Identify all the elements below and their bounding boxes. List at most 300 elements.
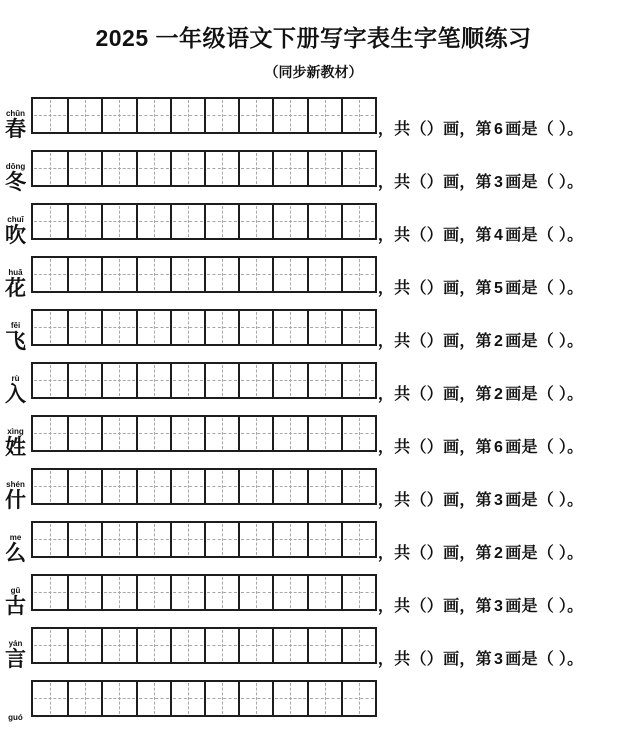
tianzige-cell <box>238 523 272 556</box>
tianzige-cell <box>272 417 306 450</box>
stroke-question-prefix: ，共（）画，第 <box>377 120 492 138</box>
character-column <box>0 322 31 352</box>
dashed-guide-horizontal <box>104 327 134 328</box>
tianzige-cell <box>33 629 67 662</box>
tianzige-cell <box>238 470 272 503</box>
dashed-guide-horizontal <box>173 380 203 381</box>
tianzige-cell <box>101 470 135 503</box>
tianzige-cell <box>238 576 272 609</box>
practice-row <box>0 627 627 671</box>
tianzige-cell <box>238 311 272 344</box>
stroke-question-prefix: ，共（）画，第 <box>377 650 492 668</box>
tianzige-cell <box>67 99 101 132</box>
tianzige-cell <box>33 417 67 450</box>
page-subtitle: （同步新教材） <box>264 63 363 80</box>
tianzige-cell <box>67 523 101 556</box>
tianzige-cell <box>67 311 101 344</box>
tianzige-cell <box>136 205 170 238</box>
stroke-question <box>378 116 584 139</box>
dashed-guide-horizontal <box>207 592 237 593</box>
tianzige-cell <box>101 523 135 556</box>
practice-row <box>0 468 627 512</box>
tianzige-cell <box>238 682 272 715</box>
tianzige-cell <box>307 682 341 715</box>
practice-row <box>0 415 627 459</box>
tianzige-cell <box>341 364 375 397</box>
dashed-guide-horizontal <box>139 380 169 381</box>
pinyin-label: huā <box>8 267 23 277</box>
hanzi-character: 姓 <box>5 435 26 459</box>
tianzige-cell <box>307 364 341 397</box>
dashed-guide-horizontal <box>241 168 271 169</box>
tianzige-cell <box>101 258 135 291</box>
tianzige-cell <box>67 576 101 609</box>
character-column <box>0 481 31 511</box>
tianzige-cell <box>341 629 375 662</box>
stroke-question <box>378 222 584 245</box>
dashed-guide-horizontal <box>104 380 134 381</box>
pinyin-label: me <box>9 532 22 542</box>
tianzige-cell <box>272 258 306 291</box>
dashed-guide-horizontal <box>34 539 66 540</box>
tianzige-cell <box>272 523 306 556</box>
dashed-guide-horizontal <box>104 168 134 169</box>
character-column <box>0 587 31 617</box>
dashed-guide-horizontal <box>104 115 134 116</box>
dashed-guide-horizontal <box>275 221 305 222</box>
dashed-guide-horizontal <box>310 168 340 169</box>
stroke-question <box>378 275 584 298</box>
tianzige-cell <box>136 470 170 503</box>
dashed-guide-horizontal <box>70 645 100 646</box>
tianzige-cell <box>170 205 204 238</box>
dashed-guide-horizontal <box>139 221 169 222</box>
tianzige-cell <box>204 682 238 715</box>
tianzige-cell <box>170 576 204 609</box>
tianzige-cell <box>272 364 306 397</box>
dashed-guide-horizontal <box>241 486 271 487</box>
pinyin-label: yán <box>8 638 23 648</box>
hanzi-character: 冬 <box>5 170 26 194</box>
tianzige-cell <box>341 682 375 715</box>
worksheet-page <box>0 25 627 731</box>
dashed-guide-horizontal <box>207 115 237 116</box>
tianzige-cell <box>204 152 238 185</box>
hanzi-character: 入 <box>5 382 26 406</box>
dashed-guide-horizontal <box>241 115 271 116</box>
tianzige-cell <box>170 523 204 556</box>
tianzige-cell <box>307 311 341 344</box>
dashed-guide-horizontal <box>275 645 305 646</box>
hanzi-character: 么 <box>5 541 26 565</box>
dashed-guide-horizontal <box>139 539 169 540</box>
dashed-guide-horizontal <box>104 698 134 699</box>
tianzige-cell <box>238 629 272 662</box>
dashed-guide-horizontal <box>241 327 271 328</box>
dashed-guide-horizontal <box>207 221 237 222</box>
dashed-guide-horizontal <box>34 380 66 381</box>
tianzige-cell <box>204 205 238 238</box>
dashed-guide-horizontal <box>310 327 340 328</box>
dashed-guide-horizontal <box>344 592 374 593</box>
dashed-guide-horizontal <box>241 221 271 222</box>
page-title: 2025 一年级语文下册写字表生字笔顺练习 <box>95 25 532 51</box>
dashed-guide-horizontal <box>173 433 203 434</box>
tianzige-grid <box>31 574 377 611</box>
tianzige-cell <box>341 205 375 238</box>
tianzige-cell <box>170 152 204 185</box>
tianzige-cell <box>341 99 375 132</box>
stroke-question-suffix: 画是（ ）。 <box>505 332 584 350</box>
dashed-guide-horizontal <box>207 168 237 169</box>
hanzi-character: 飞 <box>5 329 26 353</box>
pinyin-label: chuī <box>7 214 24 224</box>
character-column <box>0 375 31 405</box>
dashed-guide-horizontal <box>104 592 134 593</box>
pinyin-label: rù <box>11 373 20 383</box>
practice-row <box>0 203 627 247</box>
tianzige-cell <box>307 99 341 132</box>
hanzi-character: 吹 <box>5 223 26 247</box>
tianzige-cell <box>341 576 375 609</box>
dashed-guide-horizontal <box>139 327 169 328</box>
practice-row <box>0 362 627 406</box>
stroke-number: 2 <box>493 332 504 350</box>
practice-row <box>0 256 627 300</box>
dashed-guide-horizontal <box>344 433 374 434</box>
hanzi-character: 言 <box>5 647 26 671</box>
tianzige-cell <box>307 417 341 450</box>
stroke-question-suffix: 画是（ ）。 <box>505 226 584 244</box>
stroke-number: 4 <box>493 226 504 244</box>
tianzige-cell <box>33 205 67 238</box>
dashed-guide-horizontal <box>241 433 271 434</box>
tianzige-cell <box>238 364 272 397</box>
dashed-guide-horizontal <box>70 592 100 593</box>
dashed-guide-horizontal <box>310 433 340 434</box>
stroke-question <box>378 169 584 192</box>
tianzige-cell <box>341 417 375 450</box>
dashed-guide-horizontal <box>34 645 66 646</box>
tianzige-cell <box>101 629 135 662</box>
dashed-guide-horizontal <box>139 486 169 487</box>
dashed-guide-horizontal <box>207 486 237 487</box>
tianzige-grid <box>31 97 377 134</box>
tianzige-cell <box>170 364 204 397</box>
dashed-guide-horizontal <box>241 539 271 540</box>
stroke-number: 2 <box>493 385 504 403</box>
tianzige-cell <box>67 364 101 397</box>
dashed-guide-horizontal <box>241 380 271 381</box>
tianzige-cell <box>136 629 170 662</box>
dashed-guide-horizontal <box>139 645 169 646</box>
stroke-number: 2 <box>493 544 504 562</box>
tianzige-cell <box>101 417 135 450</box>
stroke-question-suffix: 画是（ ）。 <box>505 385 584 403</box>
stroke-question <box>378 487 584 510</box>
tianzige-cell <box>67 205 101 238</box>
dashed-guide-horizontal <box>104 221 134 222</box>
stroke-question-prefix: ，共（）画，第 <box>377 544 492 562</box>
dashed-guide-horizontal <box>104 274 134 275</box>
dashed-guide-horizontal <box>70 486 100 487</box>
dashed-guide-horizontal <box>70 380 100 381</box>
character-column <box>0 163 31 193</box>
stroke-question-prefix: ，共（）画，第 <box>377 173 492 191</box>
tianzige-cell <box>341 523 375 556</box>
tianzige-grid <box>31 362 377 399</box>
tianzige-cell <box>341 311 375 344</box>
tianzige-cell <box>307 576 341 609</box>
tianzige-cell <box>101 205 135 238</box>
practice-row <box>0 521 627 565</box>
character-column <box>0 216 31 246</box>
stroke-question <box>378 646 584 669</box>
dashed-guide-horizontal <box>104 433 134 434</box>
dashed-guide-horizontal <box>104 539 134 540</box>
tianzige-cell <box>272 576 306 609</box>
tianzige-cell <box>204 311 238 344</box>
tianzige-cell <box>170 470 204 503</box>
dashed-guide-horizontal <box>310 221 340 222</box>
dashed-guide-horizontal <box>310 486 340 487</box>
stroke-question-prefix: ，共（）画，第 <box>377 226 492 244</box>
tianzige-cell <box>101 99 135 132</box>
stroke-question-prefix: ，共（）画，第 <box>377 332 492 350</box>
dashed-guide-horizontal <box>344 380 374 381</box>
tianzige-cell <box>170 417 204 450</box>
dashed-guide-horizontal <box>275 115 305 116</box>
dashed-guide-horizontal <box>104 486 134 487</box>
tianzige-cell <box>33 470 67 503</box>
dashed-guide-horizontal <box>173 274 203 275</box>
practice-row <box>0 574 627 618</box>
dashed-guide-horizontal <box>34 327 66 328</box>
dashed-guide-horizontal <box>173 486 203 487</box>
pinyin-label: chūn <box>5 108 26 118</box>
tianzige-cell <box>136 417 170 450</box>
tianzige-cell <box>307 523 341 556</box>
tianzige-cell <box>101 364 135 397</box>
tianzige-cell <box>136 152 170 185</box>
dashed-guide-horizontal <box>241 698 271 699</box>
stroke-question <box>378 540 584 563</box>
dashed-guide-horizontal <box>310 592 340 593</box>
stroke-question-suffix: 画是（ ）。 <box>505 597 584 615</box>
practice-row <box>0 150 627 194</box>
pinyin-label: guó <box>8 712 23 722</box>
dashed-guide-horizontal <box>70 168 100 169</box>
stroke-number: 3 <box>493 491 504 509</box>
tianzige-cell <box>307 152 341 185</box>
stroke-question-prefix: ，共（）画，第 <box>377 385 492 403</box>
dashed-guide-horizontal <box>70 221 100 222</box>
stroke-question-suffix: 画是（ ）。 <box>505 650 584 668</box>
stroke-number: 5 <box>493 279 504 297</box>
dashed-guide-horizontal <box>34 698 66 699</box>
dashed-guide-horizontal <box>70 274 100 275</box>
stroke-question <box>378 381 584 404</box>
dashed-guide-horizontal <box>310 539 340 540</box>
dashed-guide-horizontal <box>34 168 66 169</box>
tianzige-cell <box>33 682 67 715</box>
tianzige-cell <box>136 523 170 556</box>
tianzige-cell <box>33 523 67 556</box>
dashed-guide-horizontal <box>139 698 169 699</box>
hanzi-character: 古 <box>5 594 26 618</box>
tianzige-grid <box>31 468 377 505</box>
dashed-guide-horizontal <box>34 592 66 593</box>
dashed-guide-horizontal <box>275 592 305 593</box>
dashed-guide-horizontal <box>173 327 203 328</box>
stroke-question <box>378 328 584 351</box>
dashed-guide-horizontal <box>344 327 374 328</box>
tianzige-cell <box>307 470 341 503</box>
dashed-guide-horizontal <box>207 539 237 540</box>
tianzige-cell <box>272 682 306 715</box>
practice-row <box>0 309 627 353</box>
stroke-question-suffix: 画是（ ）。 <box>505 279 584 297</box>
tianzige-cell <box>204 629 238 662</box>
dashed-guide-horizontal <box>344 645 374 646</box>
dashed-guide-horizontal <box>139 592 169 593</box>
tianzige-cell <box>67 470 101 503</box>
stroke-question <box>378 593 584 616</box>
tianzige-cell <box>272 470 306 503</box>
tianzige-cell <box>67 629 101 662</box>
dashed-guide-horizontal <box>275 274 305 275</box>
tianzige-grid <box>31 309 377 346</box>
dashed-guide-horizontal <box>104 645 134 646</box>
tianzige-cell <box>136 682 170 715</box>
tianzige-cell <box>67 258 101 291</box>
tianzige-cell <box>272 311 306 344</box>
tianzige-cell <box>272 152 306 185</box>
dashed-guide-horizontal <box>207 327 237 328</box>
tianzige-cell <box>136 311 170 344</box>
dashed-guide-horizontal <box>241 645 271 646</box>
tianzige-grid <box>31 150 377 187</box>
pinyin-label: dōng <box>5 161 26 171</box>
dashed-guide-horizontal <box>241 274 271 275</box>
pinyin-label: gǔ <box>10 585 21 595</box>
pinyin-label: fēi <box>10 320 21 330</box>
dashed-guide-horizontal <box>275 486 305 487</box>
tianzige-cell <box>238 99 272 132</box>
tianzige-cell <box>307 205 341 238</box>
character-column <box>0 534 31 564</box>
stroke-question-suffix: 画是（ ）。 <box>505 173 584 191</box>
tianzige-grid <box>31 256 377 293</box>
tianzige-cell <box>204 576 238 609</box>
tianzige-cell <box>307 629 341 662</box>
dashed-guide-horizontal <box>173 698 203 699</box>
hanzi-character: 春 <box>5 117 26 141</box>
tianzige-cell <box>33 311 67 344</box>
dashed-guide-horizontal <box>275 327 305 328</box>
tianzige-cell <box>33 258 67 291</box>
tianzige-cell <box>136 364 170 397</box>
tianzige-cell <box>204 417 238 450</box>
tianzige-cell <box>307 258 341 291</box>
dashed-guide-horizontal <box>310 698 340 699</box>
dashed-guide-horizontal <box>310 380 340 381</box>
tianzige-grid <box>31 415 377 452</box>
practice-row <box>0 97 627 141</box>
dashed-guide-horizontal <box>207 433 237 434</box>
stroke-number: 3 <box>493 173 504 191</box>
dashed-guide-horizontal <box>70 327 100 328</box>
dashed-guide-horizontal <box>70 539 100 540</box>
dashed-guide-horizontal <box>139 115 169 116</box>
tianzige-cell <box>136 258 170 291</box>
dashed-guide-horizontal <box>344 698 374 699</box>
pinyin-label: shén <box>6 479 25 489</box>
dashed-guide-horizontal <box>275 698 305 699</box>
dashed-guide-horizontal <box>34 115 66 116</box>
tianzige-grid <box>31 521 377 558</box>
dashed-guide-horizontal <box>173 168 203 169</box>
stroke-question <box>378 434 584 457</box>
stroke-number: 3 <box>493 597 504 615</box>
practice-rows <box>0 97 627 722</box>
dashed-guide-horizontal <box>275 433 305 434</box>
stroke-number: 6 <box>493 120 504 138</box>
tianzige-cell <box>170 311 204 344</box>
dashed-guide-horizontal <box>139 433 169 434</box>
tianzige-cell <box>170 99 204 132</box>
tianzige-cell <box>101 152 135 185</box>
dashed-guide-horizontal <box>34 221 66 222</box>
character-column <box>0 714 31 723</box>
dashed-guide-horizontal <box>275 380 305 381</box>
stroke-number: 3 <box>493 650 504 668</box>
tianzige-cell <box>136 576 170 609</box>
character-column <box>0 640 31 670</box>
dashed-guide-horizontal <box>275 539 305 540</box>
hanzi-character: 什 <box>5 488 26 512</box>
dashed-guide-horizontal <box>34 486 66 487</box>
dashed-guide-horizontal <box>139 274 169 275</box>
dashed-guide-horizontal <box>344 274 374 275</box>
tianzige-cell <box>101 576 135 609</box>
stroke-question-suffix: 画是（ ）。 <box>505 491 584 509</box>
tianzige-cell <box>33 152 67 185</box>
dashed-guide-horizontal <box>70 698 100 699</box>
tianzige-cell <box>272 99 306 132</box>
tianzige-cell <box>33 576 67 609</box>
tianzige-grid <box>31 680 377 717</box>
dashed-guide-horizontal <box>139 168 169 169</box>
stroke-question-suffix: 画是（ ）。 <box>505 438 584 456</box>
tianzige-cell <box>272 629 306 662</box>
dashed-guide-horizontal <box>344 168 374 169</box>
character-column <box>0 428 31 458</box>
tianzige-cell <box>170 258 204 291</box>
stroke-question-prefix: ，共（）画，第 <box>377 438 492 456</box>
tianzige-cell <box>33 99 67 132</box>
character-column <box>0 269 31 299</box>
dashed-guide-horizontal <box>173 115 203 116</box>
dashed-guide-horizontal <box>207 380 237 381</box>
dashed-guide-horizontal <box>241 592 271 593</box>
tianzige-cell <box>33 364 67 397</box>
stroke-question-prefix: ，共（）画，第 <box>377 491 492 509</box>
tianzige-cell <box>101 311 135 344</box>
dashed-guide-horizontal <box>310 274 340 275</box>
tianzige-cell <box>238 417 272 450</box>
stroke-question-suffix: 画是（ ）。 <box>505 544 584 562</box>
